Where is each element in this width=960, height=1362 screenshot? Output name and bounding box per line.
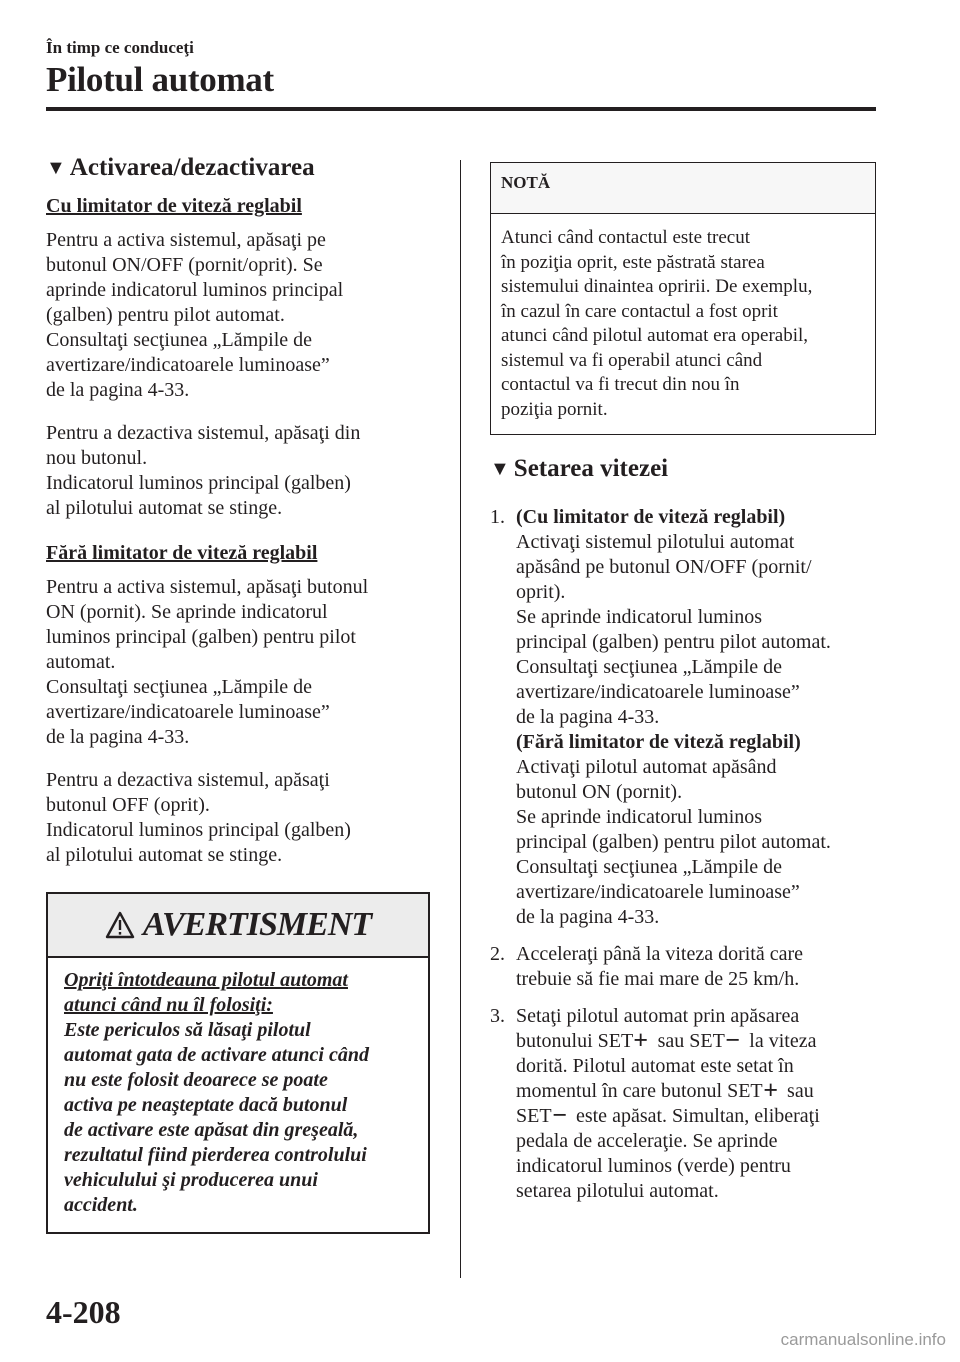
step-text: Setaţi pilotul automat prin apăsarea: [516, 1005, 800, 1027]
step-text: Activaţi pilotul automat apăsând butonul ON (pornit). Se aprinde indicatorul luminos principal (galben) pentru pilot automat. Consultaţi secţiunea „Lămpile de avertizare/indicatoarele luminoase” de la pagina 4-33.: [516, 756, 831, 928]
warning-title: AVERTISMENT: [142, 906, 372, 943]
step-text-segment: sau: [787, 1080, 814, 1102]
warning-lead: Opriţi întotdeauna pilotul automat atunci când nu îl folosiţi:: [64, 969, 348, 1016]
list-item: [490, 1004, 876, 1204]
section-heading-activation: [46, 150, 436, 186]
step-text-line: [516, 1026, 876, 1056]
step-text-segment: la viteza: [749, 1030, 817, 1052]
watermark: carmanualsonline.info: [780, 1330, 946, 1349]
list-number: 1.: [490, 506, 505, 528]
note-text: Atunci când contactul este trecut în poziţia oprit, este păstrată starea sistemului dinaintea opririi. De exemplu, în cazul în care contactul a fost oprit atunci când pilotul automat era operabil, sistemul va fi operabil atunci când contactul va fi trecut din nou în poziţia pornit.: [501, 227, 813, 420]
step-text-segment: butonului SET: [516, 1030, 634, 1052]
list-number: 3.: [490, 1005, 505, 1027]
list-content: [516, 505, 876, 930]
minus-icon: −: [551, 1101, 567, 1131]
plus-icon: +: [762, 1076, 778, 1106]
page-title: Pilotul automat: [46, 60, 274, 99]
list-content: [516, 942, 876, 992]
note-title: NOTĂ: [491, 163, 875, 214]
triangle-down-icon: ▼: [46, 157, 66, 179]
list-item: [490, 942, 876, 992]
step-text: pedala de acceleraţie. Se aprinde indicatorul luminos (verde) pentru setarea pilotului automat.: [516, 1130, 791, 1202]
step-text-segment: este apăsat. Simultan, eliberaţi: [575, 1105, 820, 1127]
paragraph-deactivate-onoff: Pentru a dezactiva sistemul, apăsaţi din nou butonul. Indicatorul luminos principal (galben) al pilotului automat se stinge.: [46, 422, 361, 519]
section-heading-text: Activarea/dezactivarea: [69, 154, 315, 181]
step-text: Activaţi sistemul pilotului automat apăsând pe butonul ON/OFF (pornit/ oprit). Se aprinde indicatorul luminos principal (galben) pentru pilot automat. Consultaţi secţiunea „Lămpile de avertizare/indicatoarele luminoase” de la pagina 4-33.: [516, 531, 831, 728]
paragraph-activate-on: Pentru a activa sistemul, apăsaţi butonul ON (pornit). Se aprinde indicatorul luminos principal (galben) pentru pilot automat. Consultaţi secţiunea „Lămpile de avertizare/indicatoarele luminoase” de la pagina 4-33.: [46, 576, 369, 748]
warning-text: Este periculos să lăsaţi pilotul automat gata de activare atunci când nu este folosit deoarece se poate activa pe neaşteptate dacă butonul de activare este apăsat din greşeală, rezultatul fiind pierderea controlului vehiculului şi producerea unui accident.: [64, 1019, 369, 1216]
step-text-segment: momentul în care butonul SET: [516, 1080, 763, 1102]
step-text: dorită. Pilotul automat este setat în: [516, 1055, 794, 1077]
paragraph-activate-onoff: Pentru a activa sistemul, apăsaţi pe butonul ON/OFF (pornit/oprit). Se aprinde indicatorul luminos principal (galben) pentru pilot automat. Consultaţi secţiunea „Lămpile de avertizare/indicatoarele luminoase” de la pagina 4-33.: [46, 229, 344, 401]
step-text-line: [516, 1101, 876, 1131]
step-text: Acceleraţi până la viteza dorită care trebuie să fie mai mare de 25 km/h.: [516, 943, 804, 990]
subheading-with-limiter: Cu limitator de viteză reglabil: [46, 195, 302, 217]
step-text-segment: sau SET: [657, 1030, 725, 1052]
warning-triangle-icon: [105, 911, 135, 939]
column-divider: [460, 160, 461, 1278]
warning-header: [48, 894, 428, 958]
step-text-segment: SET: [516, 1105, 552, 1127]
paragraph-deactivate-off: Pentru a dezactiva sistemul, apăsaţi butonul OFF (oprit). Indicatorul luminos principal (galben) al pilotului automat se stinge.: [46, 769, 351, 866]
step-text-line: [516, 1076, 876, 1106]
triangle-down-icon: ▼: [490, 458, 510, 480]
section-heading-text: Setarea vitezei: [513, 455, 669, 482]
note-box: [490, 162, 876, 435]
header-rule: [46, 107, 876, 111]
plus-icon: +: [633, 1026, 649, 1056]
list-item: [490, 505, 876, 930]
right-column: [490, 162, 876, 1216]
breadcrumb: În timp ce conduceţi: [46, 38, 194, 57]
list-number: 2.: [490, 943, 505, 965]
left-column: [46, 150, 436, 1234]
minus-icon: −: [725, 1026, 740, 1056]
subheading-without-limiter: Fără limitator de viteză reglabil: [46, 542, 318, 564]
steps-list: [490, 505, 876, 1204]
warning-body: [48, 958, 428, 1232]
step-heading-with-limiter: (Cu limitator de viteză reglabil): [516, 506, 786, 528]
section-heading-speed: [490, 451, 876, 487]
warning-box: [46, 892, 430, 1234]
step-heading-without-limiter: (Fără limitator de viteză reglabil): [516, 731, 801, 753]
list-content: [516, 1004, 876, 1204]
page-number: 4-208: [46, 1294, 121, 1330]
